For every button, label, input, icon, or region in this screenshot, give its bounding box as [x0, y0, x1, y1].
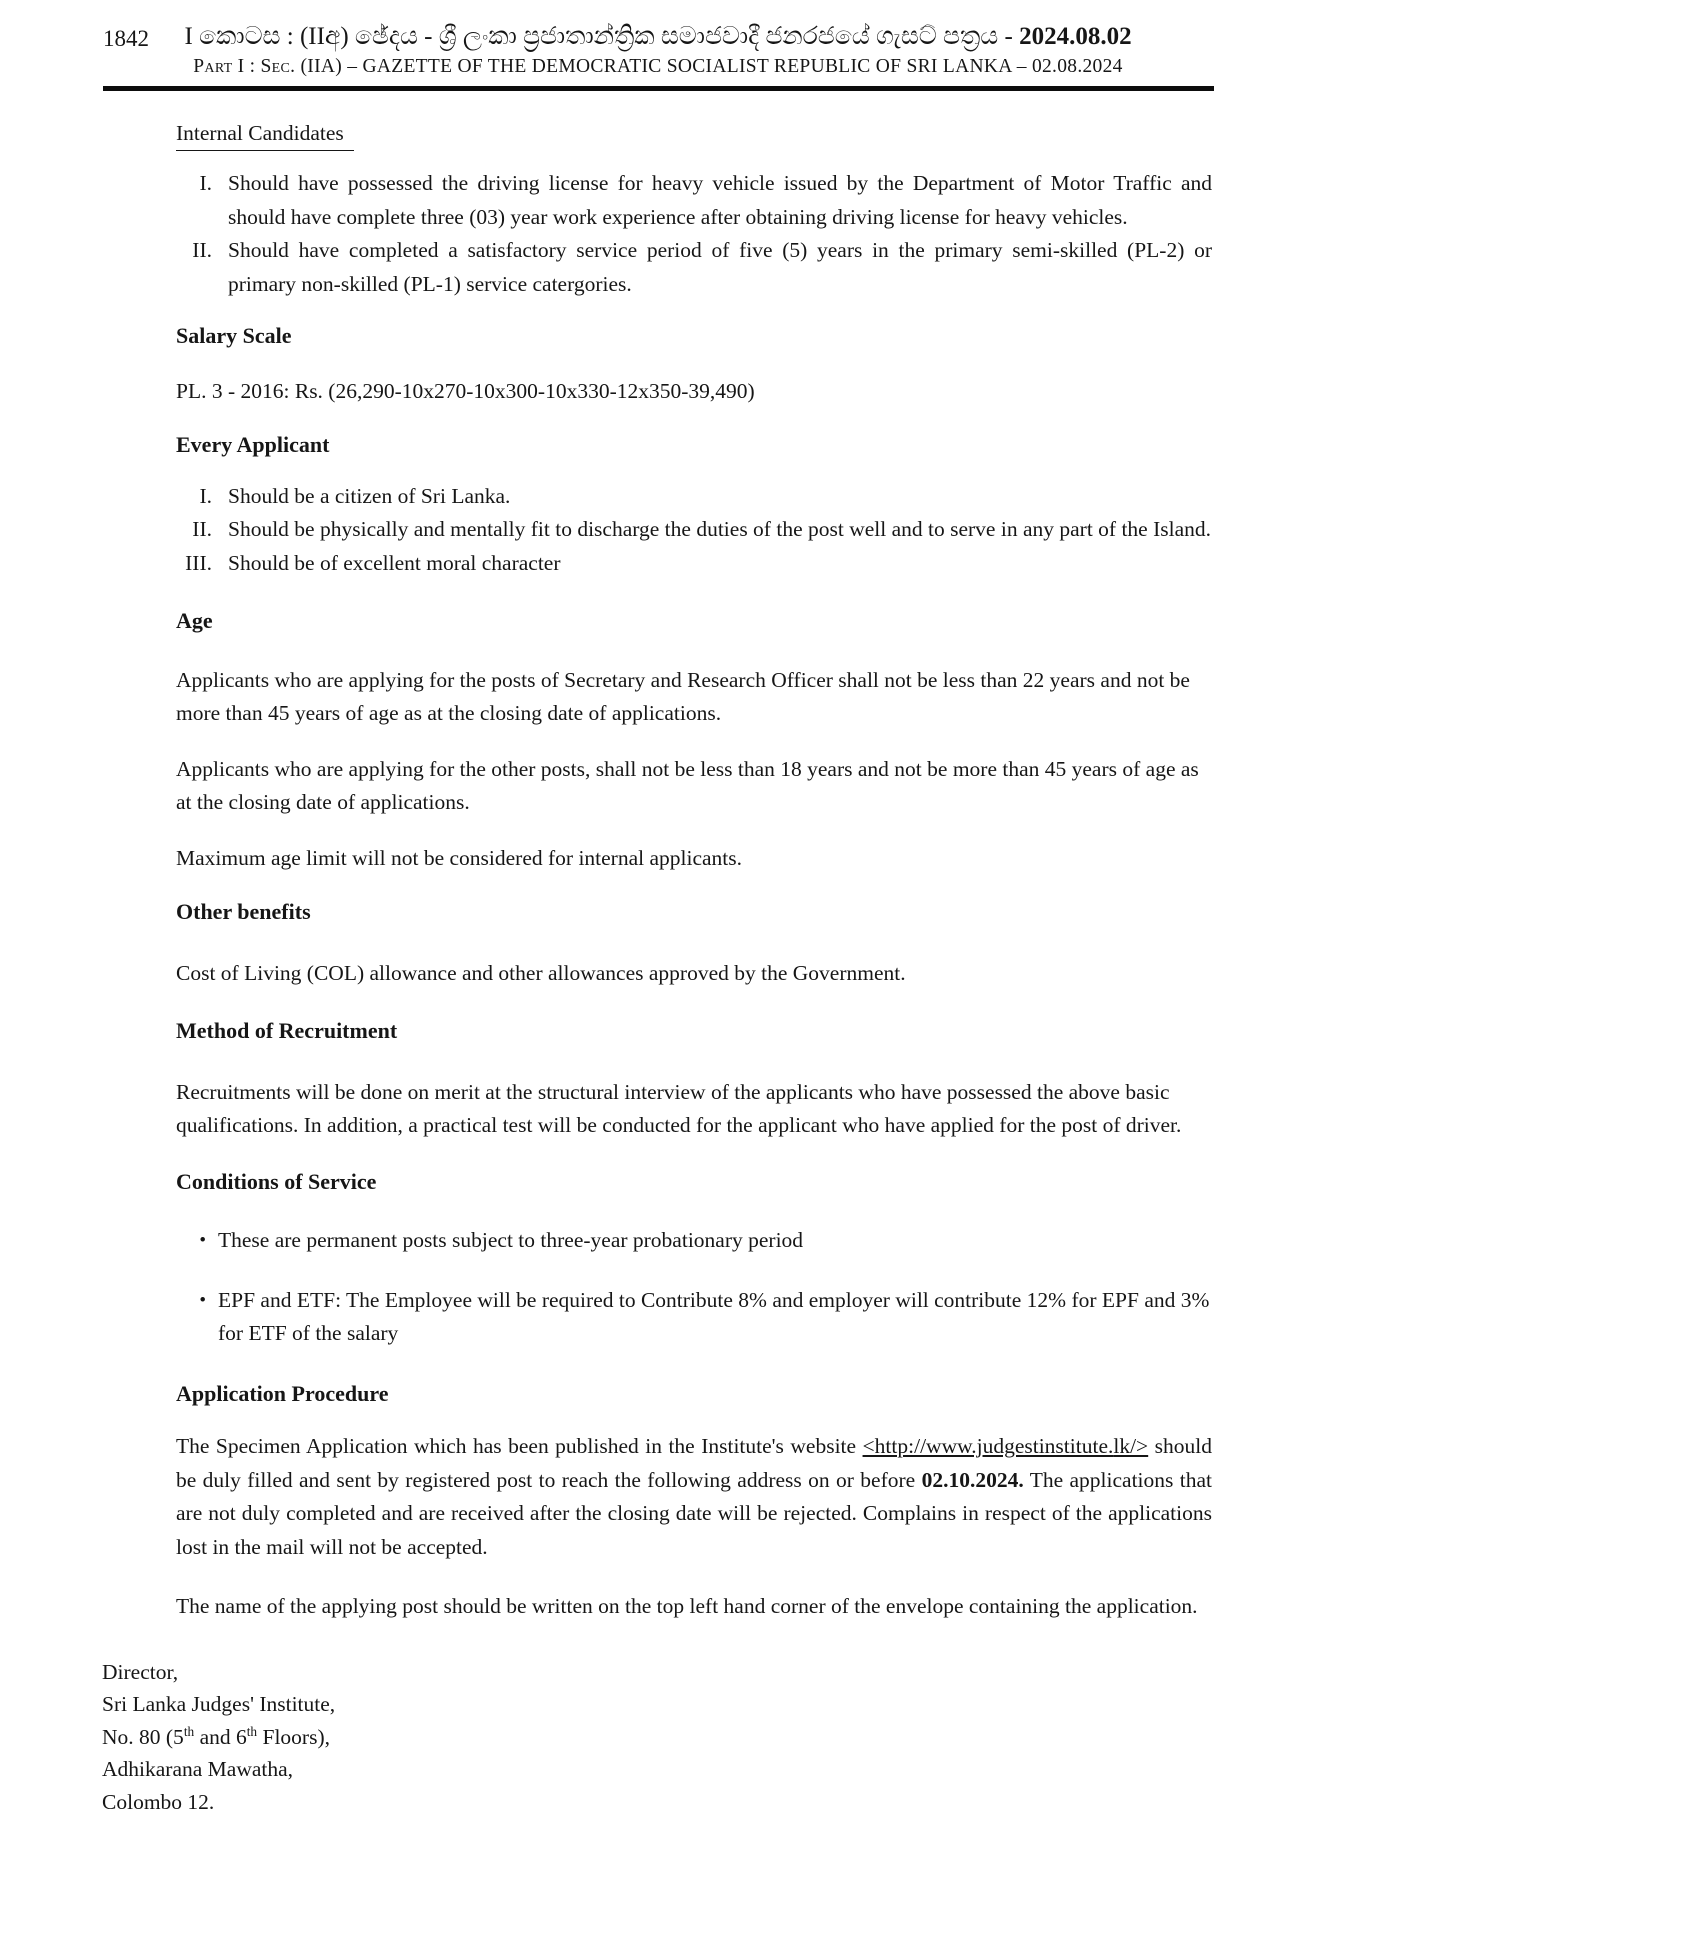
- application-procedure-paragraph: [176, 1430, 1212, 1564]
- list-item: [176, 513, 1212, 547]
- gazette-title-sinhala: [102, 22, 1214, 52]
- list-text: Should be of excellent moral character: [228, 550, 561, 575]
- heading-other-benefits: Other benefits: [176, 899, 311, 924]
- page-number: 1842: [103, 26, 149, 51]
- method-of-recruitment-text: Recruitments will be done on merit at the structural interview of the applicants who have possessed the above basic qualifications. In addition, a practical test will be conducted for the applicant who have applied for the post of driver.: [176, 1079, 1182, 1137]
- bullet-icon: •: [199, 1289, 206, 1311]
- age-paragraph: Applicants who are applying for the other posts, shall not be less than 18 years and not be more than 45 years of age as at the closing date of applications.: [176, 756, 1199, 814]
- header-rule: [103, 86, 1214, 91]
- address-line: Director,: [102, 1659, 179, 1684]
- heading-internal-candidates: Internal Candidates: [176, 117, 354, 152]
- gazette-header: [0, 0, 1700, 91]
- list-marker: III.: [185, 550, 212, 575]
- list-marker: I.: [199, 171, 212, 195]
- list-item: [176, 480, 1212, 514]
- list-text: Should be physically and mentally fit to discharge the duties of the post well and to serve in any part of the Island.: [228, 517, 1212, 541]
- gazette-title-english: Part I : Sec. (IIA) – GAZETTE OF THE DEMOCRATIC SOCIALIST REPUBLIC OF SRI LANKA – 02.08.2024: [193, 56, 1123, 77]
- age-paragraph: Maximum age limit will not be considered for internal applicants.: [176, 845, 743, 870]
- bullet-icon: •: [199, 1230, 206, 1251]
- list-text: Should have completed a satisfactory service period of five (5) years in the primary semi-skilled (PL-2) or primary non-skilled (PL-1) service catergories.: [228, 238, 1212, 296]
- heading-every-applicant: Every Applicant: [176, 432, 330, 457]
- website-link[interactable]: lk/>: [1113, 1434, 1149, 1458]
- heading-salary-scale: Salary Scale: [176, 323, 292, 348]
- salary-scale-text: PL. 3 - 2016: Rs. (26,290-10x270-10x300-10x330-12x350-39,490): [176, 378, 755, 403]
- list-marker: I.: [199, 483, 212, 508]
- envelope-note: The name of the applying post should be written on the top left hand corner of the envelope containing the application.: [176, 1594, 1198, 1618]
- application-procedure-text: should be duly filled and sent by registered post to reach the following address on or before: [176, 1434, 1213, 1492]
- list-item: [176, 167, 1212, 234]
- heading-method-of-recruitment: Method of Recruitment: [176, 1018, 398, 1043]
- other-benefits-text: Cost of Living (COL) allowance and other allowances approved by the Government.: [176, 960, 906, 985]
- ordinal-superscript: th: [183, 1723, 195, 1739]
- age-paragraph: Applicants who are applying for the posts of Secretary and Research Officer shall not be less than 22 years and not be more than 45 years of age as at the closing date of applications.: [176, 667, 1190, 725]
- every-applicant-list: [176, 480, 1212, 581]
- list-marker: II.: [192, 238, 212, 262]
- application-procedure-text: The Specimen Application which has been published in the Institute's website: [176, 1434, 863, 1458]
- list-text: Should be a citizen of Sri Lanka.: [228, 483, 511, 508]
- heading-conditions-of-service: Conditions of Service: [176, 1168, 377, 1194]
- application-procedure-text: The applications that are not duly completed and are received after the closing date will be rejected. Complains in respect of the applications lost in the mail will not be accepted.: [176, 1467, 1213, 1559]
- address-line-text: and 6: [194, 1724, 247, 1749]
- address-line-text: No. 80 (5: [102, 1724, 184, 1749]
- internal-candidates-list: [176, 167, 1212, 301]
- list-item: [176, 547, 1212, 581]
- document-body: [176, 117, 1212, 1624]
- list-item: [176, 234, 1212, 301]
- heading-application-procedure: Application Procedure: [176, 1380, 389, 1406]
- list-item: [176, 1224, 1212, 1258]
- list-marker: II.: [192, 517, 212, 541]
- closing-date: 02.10.2024.: [921, 1467, 1024, 1492]
- list-text: These are permanent posts subject to three-year probationary period: [218, 1228, 804, 1252]
- list-item: [176, 1284, 1212, 1351]
- gazette-title-sinhala-text: I කොටස : (IIඅ) ඡේදය - ශ්‍රී ලංකා ප්‍රජාතාන්ත්‍රික සමාජවාදී ජනරජයේ ගැසට් පත්‍රය -: [184, 23, 1020, 50]
- list-text: EPF and ETF: The Employee will be required to Contribute 8% and employer will contribute 12% for EPF and 3% for ETF of the salary: [218, 1287, 1210, 1345]
- address-line: Adhikarana Mawatha,: [102, 1757, 294, 1781]
- address-line: [102, 1721, 1700, 1754]
- ordinal-superscript: th: [246, 1723, 258, 1739]
- list-text: Should have possessed the driving license for heavy vehicle issued by the Department of Motor Traffic and should have complete three (03) year work experience after obtaining driving license for heavy vehicles.: [228, 171, 1212, 229]
- website-link[interactable]: <http://www.judgestinstitute.: [862, 1434, 1114, 1458]
- address-line: Sri Lanka Judges' Institute,: [102, 1692, 336, 1716]
- address-line-text: Floors),: [257, 1724, 330, 1749]
- gazette-date-sinhala: 2024.08.02: [1019, 23, 1132, 50]
- address-line: Colombo 12.: [102, 1789, 215, 1814]
- heading-age: Age: [176, 608, 213, 633]
- address-block: [102, 1656, 1700, 1819]
